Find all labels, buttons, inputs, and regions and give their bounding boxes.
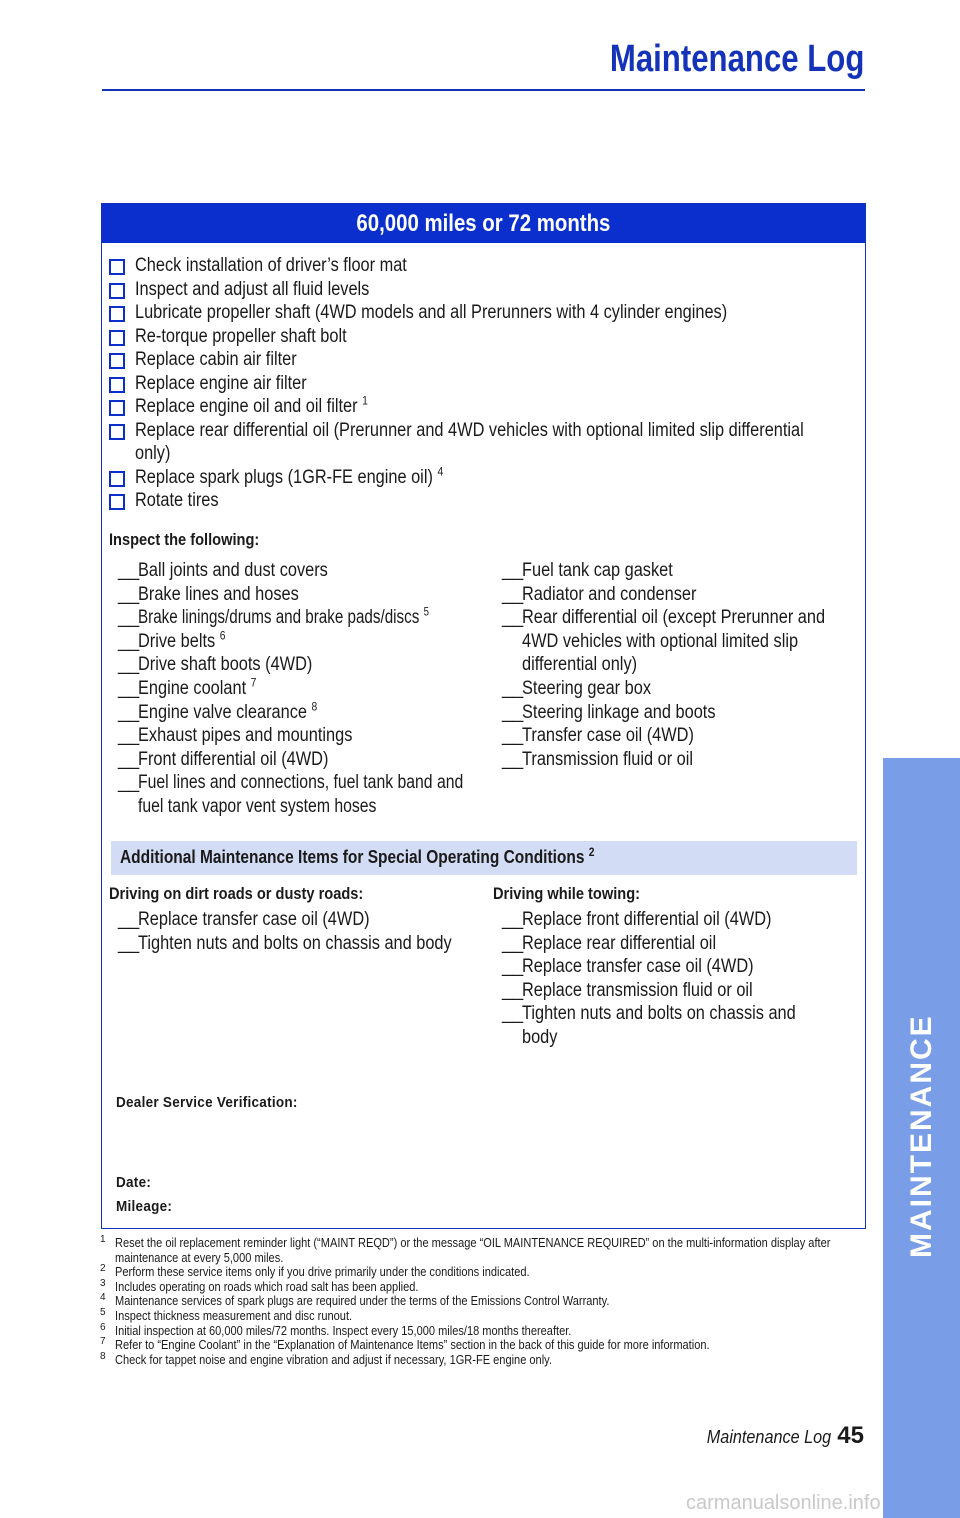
checkbox-icon[interactable]	[109, 424, 125, 440]
checkbox-icon[interactable]	[109, 400, 125, 416]
footer-label: Maintenance Log	[706, 1427, 832, 1447]
side-tab-label: MAINTENANCE	[905, 1014, 938, 1258]
blank-line: __	[118, 725, 140, 747]
blank-line: __	[502, 1003, 524, 1025]
blank-line: __	[118, 654, 140, 676]
footnote: 2 Perform these service items only if you drive primarily under the conditions indicated.	[100, 1263, 530, 1280]
inspect-item-label: Engine coolant $^7$	[138, 675, 257, 699]
footnote-ref: 2	[588, 845, 595, 859]
blank-line: __	[118, 560, 140, 581]
checkbox-icon[interactable]	[109, 306, 125, 322]
inspect-list-right	[486, 559, 856, 771]
inspect-item-label: Brake lines and hoses	[138, 583, 299, 605]
checklist-item-label: Replace engine oil and oil filter $^1$	[135, 393, 368, 417]
inspect-list-left	[102, 559, 492, 819]
inspect-item	[486, 748, 856, 772]
dusty-roads-list	[102, 908, 472, 955]
service-checklist	[109, 254, 849, 513]
special-item	[486, 955, 856, 979]
inspect-item-label: Front differential oil (4WD)	[138, 748, 329, 770]
inspect-item	[102, 559, 492, 583]
mileage-label: Mileage:	[116, 1198, 173, 1215]
box-header-text: 60,000 miles or 72 months	[356, 210, 611, 237]
blank-line: __	[118, 583, 140, 605]
footnote-ref: 8	[311, 699, 318, 714]
footnote-ref: 5	[423, 604, 429, 619]
inspect-item	[486, 701, 856, 725]
checkbox-icon[interactable]	[109, 471, 125, 487]
footnote: 3 Includes operating on roads which road salt has been applied.	[100, 1277, 419, 1294]
dusty-roads-heading: Driving on dirt roads or dusty roads:	[109, 884, 364, 903]
blank-line: __	[502, 677, 524, 699]
inspect-item	[102, 724, 492, 748]
checkbox-icon[interactable]	[109, 259, 125, 275]
checklist-item-label: Lubricate propeller shaft (4WD models and all Prerunners with 4 cylinder engines)	[135, 302, 728, 323]
checklist-item[interactable]	[109, 254, 849, 278]
checklist-item-label: Replace cabin air filter	[135, 349, 297, 370]
checklist-item-label: Inspect and adjust all fluid levels	[135, 278, 370, 300]
inspect-item	[102, 701, 492, 725]
special-conditions-heading: Additional Maintenance Items for Special Operating Conditions $^2$	[120, 845, 595, 867]
inspect-item-label: Engine valve clearance $^8$	[138, 699, 318, 723]
footnote: 1 Reset the oil replacement reminder light (“MAINT REQD”) or the message “OIL MAINTENANCE REQUIRED” on the multi-information display after maintenance at every 5,000 miles.	[100, 1234, 831, 1265]
title-rule	[102, 89, 865, 91]
blank-line: __	[118, 748, 140, 770]
special-item	[486, 908, 856, 932]
special-item-label: Tighten nuts and bolts on chassis and body	[522, 1003, 796, 1048]
inspect-item	[486, 583, 856, 607]
blank-line: __	[118, 677, 140, 699]
blank-line: __	[502, 932, 524, 954]
inspect-item-label: Drive belts $^6$	[138, 628, 226, 652]
checklist-item[interactable]	[109, 419, 825, 466]
special-item	[102, 932, 458, 956]
dealer-verification-label: Dealer Service Verification:	[116, 1094, 298, 1111]
inspect-item	[102, 748, 492, 772]
blank-line: __	[502, 583, 524, 605]
checklist-item[interactable]	[109, 325, 849, 349]
inspect-heading: Inspect the following:	[109, 530, 260, 549]
checklist-item[interactable]	[109, 301, 849, 325]
footnote: 8 Check for tappet noise and engine vibration and adjust if necessary, 1GR-FE engine only.	[100, 1350, 552, 1367]
checklist-item[interactable]	[109, 278, 849, 302]
blank-line: __	[502, 748, 524, 770]
blank-line: __	[502, 979, 524, 1001]
footnotes	[100, 1236, 865, 1367]
special-conditions-bar	[111, 841, 857, 875]
checklist-item[interactable]	[109, 489, 849, 513]
inspect-item-label: Transfer case oil (4WD)	[522, 725, 694, 747]
towing-heading: Driving while towing:	[493, 884, 641, 903]
inspect-item-label: Ball joints and dust covers	[138, 560, 328, 581]
checklist-item[interactable]	[109, 466, 849, 490]
special-item-label: Replace transfer case oil (4WD)	[522, 956, 754, 978]
blank-line: __	[502, 701, 524, 723]
inspect-item-label: Drive shaft boots (4WD)	[138, 654, 313, 676]
checklist-item-label: Replace spark plugs (1GR-FE engine oil) $^4$	[135, 464, 444, 488]
box-header	[102, 204, 865, 243]
inspect-item-label: Transmission fluid or oil	[522, 748, 694, 770]
watermark: carmanualsonline.info	[686, 1492, 881, 1514]
checklist-item-label: Re-torque propeller shaft bolt	[135, 325, 347, 347]
inspect-item	[102, 630, 492, 654]
inspect-item	[102, 606, 492, 630]
inspect-item-label: Steering linkage and boots	[522, 701, 716, 723]
checklist-item[interactable]	[109, 395, 849, 419]
footnote: 6 Initial inspection at 60,000 miles/72 months. Inspect every 15,000 miles/18 months thereafter.	[100, 1321, 572, 1338]
footnote: 5 Inspect thickness measurement and disc runout.	[100, 1306, 353, 1323]
footnote-ref: 1	[362, 393, 368, 408]
inspect-item	[486, 677, 856, 701]
special-item-label: Replace transfer case oil (4WD)	[138, 909, 370, 930]
footnote-ref: 6	[219, 628, 226, 643]
page-footer	[693, 1422, 864, 1450]
inspect-item	[102, 771, 478, 818]
inspect-item-label: Brake linings/drums and brake pads/discs $^5$	[138, 604, 429, 629]
blank-line: __	[118, 607, 140, 629]
inspect-item-label: Fuel tank cap gasket	[522, 560, 673, 581]
date-label: Date:	[116, 1174, 152, 1191]
special-item-label: Replace front differential oil (4WD)	[522, 909, 772, 930]
inspect-item	[102, 653, 492, 677]
inspect-item-label: Radiator and condenser	[522, 583, 697, 605]
inspect-item	[486, 559, 856, 583]
checkbox-icon[interactable]	[109, 353, 125, 369]
checklist-item[interactable]	[109, 348, 849, 372]
footnote-ref: 4	[437, 464, 444, 479]
special-item	[486, 1002, 832, 1049]
checkbox-icon[interactable]	[109, 330, 125, 346]
blank-line: __	[118, 701, 140, 723]
footnote-ref: 7	[250, 675, 257, 690]
special-item-label: Tighten nuts and bolts on chassis and body	[138, 932, 452, 954]
inspect-item	[102, 583, 492, 607]
special-item	[102, 908, 472, 932]
page-title: Maintenance Log	[609, 38, 864, 80]
special-item	[486, 932, 856, 956]
inspect-item	[486, 606, 832, 677]
checkbox-icon[interactable]	[109, 494, 125, 510]
blank-line: __	[118, 909, 140, 930]
inspect-item-label: Exhaust pipes and mountings	[138, 725, 353, 747]
checklist-item-label: Replace engine air filter	[135, 372, 307, 394]
blank-line: __	[502, 607, 524, 629]
checklist-item-label: Replace rear differential oil (Prerunner and 4WD vehicles with optional limited slip differential only)	[135, 419, 804, 464]
blank-line: __	[502, 909, 524, 930]
footnote: 4 Maintenance services of spark plugs are required under the terms of the Emissions Control Warranty.	[100, 1292, 610, 1309]
blank-line: __	[502, 560, 524, 581]
checklist-item[interactable]	[109, 372, 849, 396]
checkbox-icon[interactable]	[109, 377, 125, 393]
towing-list	[486, 908, 856, 1050]
blank-line: __	[118, 630, 140, 652]
footnote: 7 Refer to “Engine Coolant” in the “Explanation of Maintenance Items” section in the back of this guide for more information.	[100, 1336, 710, 1353]
inspect-item	[102, 677, 492, 701]
inspect-item	[486, 724, 856, 748]
checklist-item-label: Check installation of driver’s floor mat	[135, 255, 407, 276]
blank-line: __	[502, 956, 524, 978]
blank-line: __	[502, 725, 524, 747]
checkbox-icon[interactable]	[109, 283, 125, 299]
maintenance-box	[101, 203, 866, 1229]
special-item-label: Replace rear differential oil	[522, 932, 717, 954]
blank-line: __	[118, 932, 140, 954]
blank-line: __	[118, 772, 140, 794]
inspect-item-label: Fuel lines and connections, fuel tank band and fuel tank vapor vent system hoses	[138, 772, 464, 817]
inspect-item-label: Rear differential oil (except Prerunner and 4WD vehicles with optional limited slip differential only)	[522, 607, 826, 676]
page-number: 45	[837, 1422, 864, 1449]
checklist-item-label: Rotate tires	[135, 490, 219, 511]
special-item	[486, 979, 856, 1003]
inspect-item-label: Steering gear box	[522, 677, 651, 699]
special-item-label: Replace transmission fluid or oil	[522, 979, 753, 1001]
